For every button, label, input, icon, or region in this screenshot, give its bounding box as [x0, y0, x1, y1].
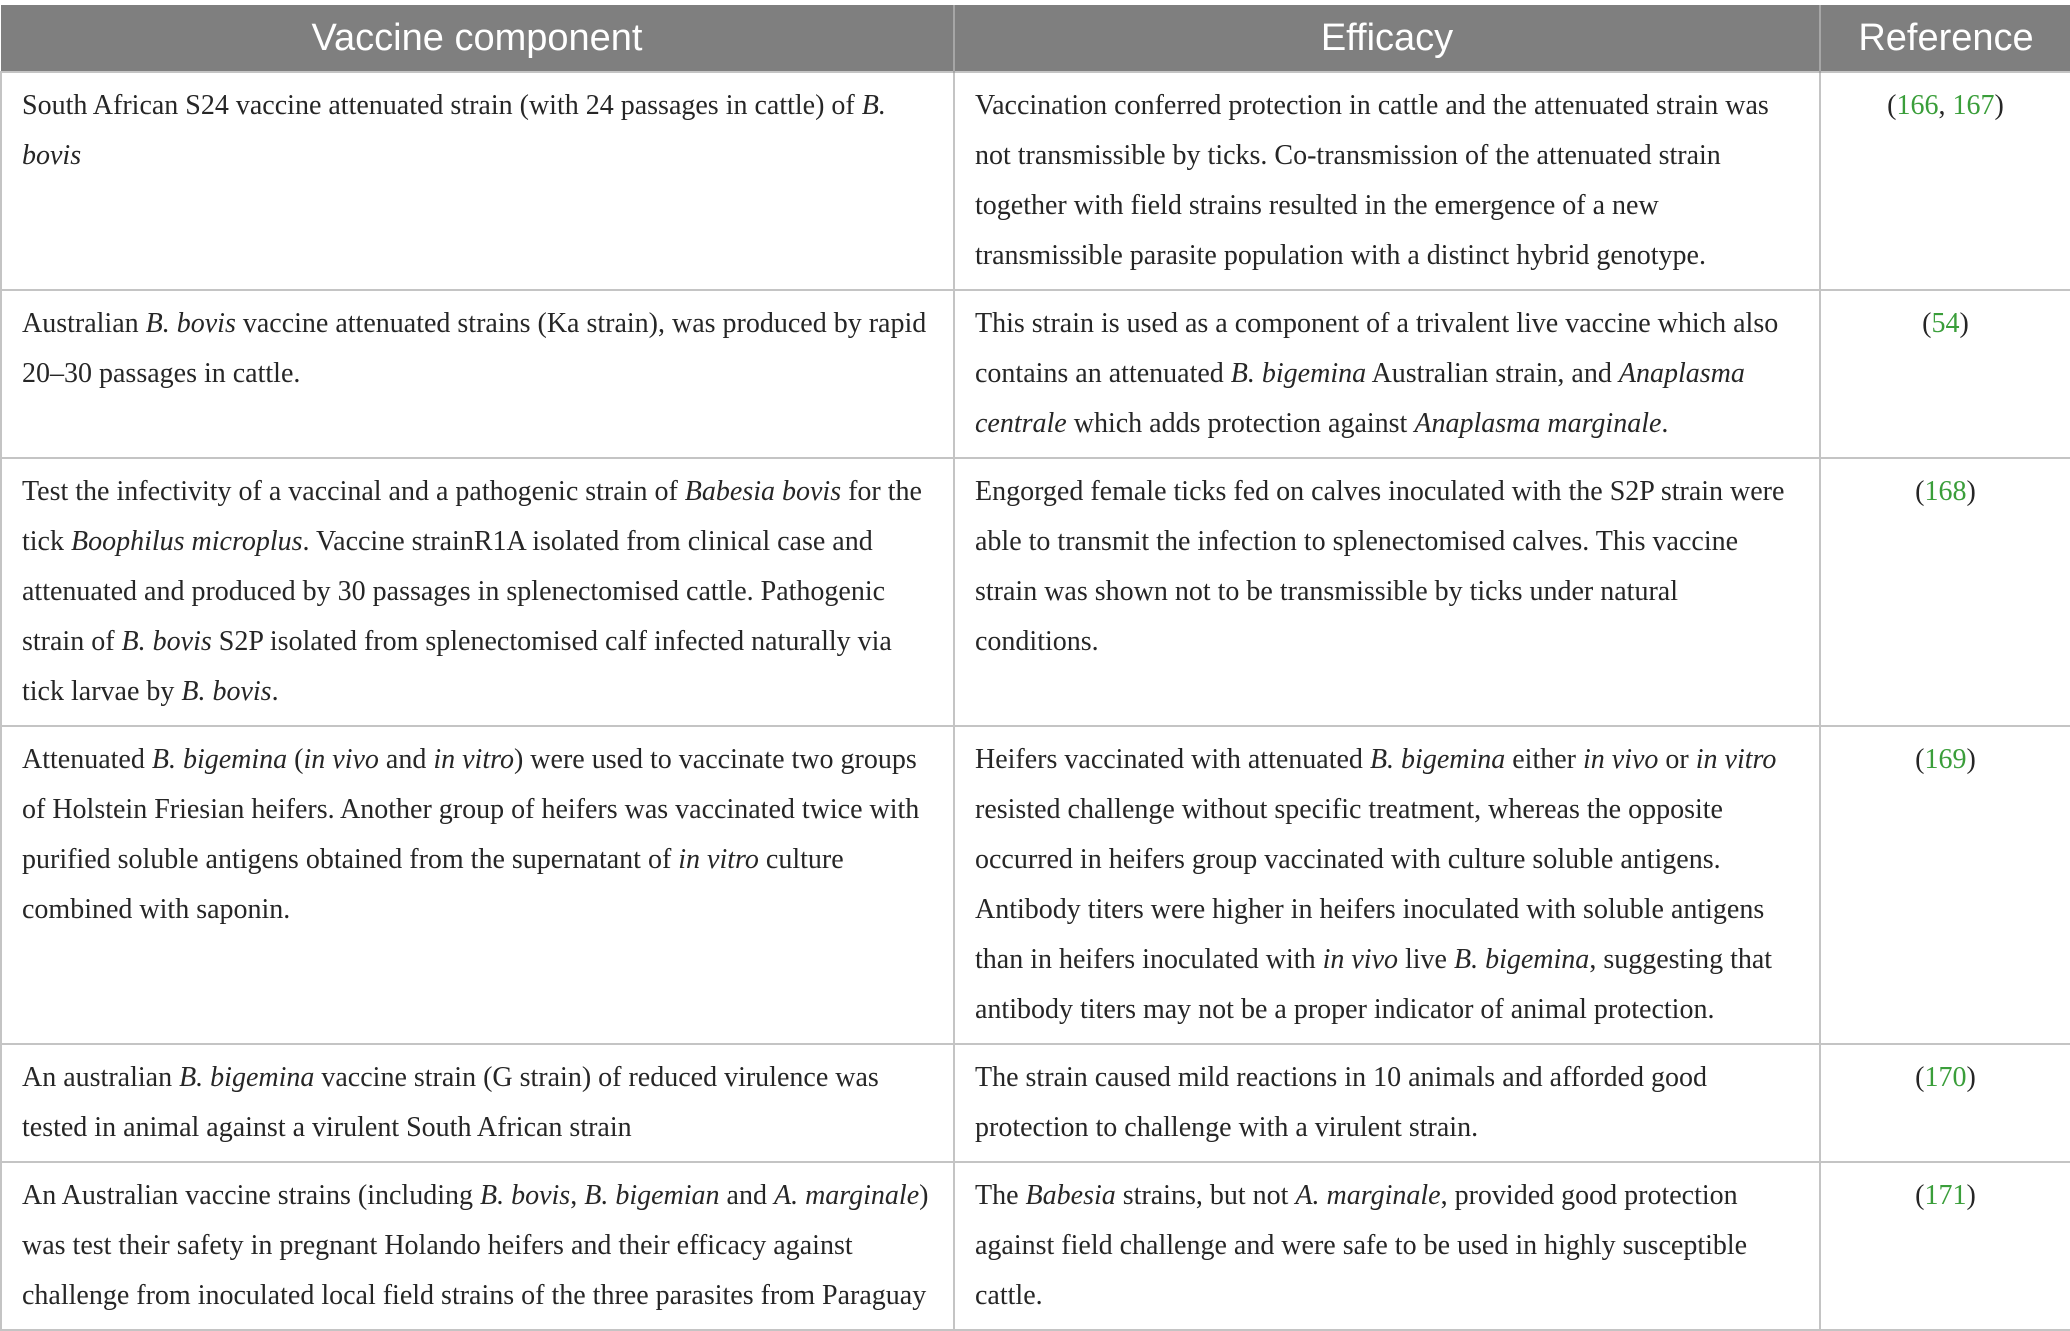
cell-text: and: [719, 1180, 774, 1211]
italic-text: in vitro: [433, 744, 514, 775]
italic-text: A. marginale: [773, 1180, 920, 1211]
cell-text: , provided good protection against field challenge and were safe to be used in highly susceptible cattle.: [975, 1180, 1748, 1311]
cell-text: ) was test their safety in pregnant Holando heifers and their efficacy against challenge from inoculated local field strains of the three parasites from Paraguay: [22, 1180, 929, 1311]
cell-text: .: [1661, 408, 1669, 439]
reference-link[interactable]: 170: [1924, 1062, 1967, 1093]
cell-text: vaccine strain (G strain) of reduced virulence was tested in animal against a virulent South African strain: [22, 1062, 879, 1143]
table-header: [1, 5, 2070, 72]
cell-text: vaccine attenuated strains (Ka strain), was produced by rapid 20–30 passages in cattle.: [22, 308, 927, 389]
italic-text: B. bovis: [181, 676, 272, 707]
efficacy-cell: [954, 726, 1820, 1044]
cell-text: live: [1398, 944, 1454, 975]
cell-text: culture combined with saponin.: [22, 844, 844, 925]
vaccine-component-cell: [1, 726, 954, 1044]
vaccine-component-cell: [1, 1044, 954, 1162]
italic-text: B. bigemina: [179, 1062, 315, 1093]
efficacy-cell: [954, 290, 1820, 458]
vaccine-component-cell: [1, 72, 954, 290]
reference-cell: (168): [1820, 458, 2070, 726]
italic-text: Babesia: [1025, 1180, 1116, 1211]
reference-link[interactable]: 169: [1924, 744, 1967, 775]
cell-text: An Australian vaccine strains (including: [22, 1180, 480, 1211]
cell-text: ) were used to vaccinate two groups of Holstein Friesian heifers. Another group of heifers was vaccinated twice with purified soluble antigens obtained from the supernatant of: [22, 744, 920, 875]
cell-text: Attenuated: [22, 744, 152, 775]
cell-text: This strain is used as a component of a trivalent live vaccine which also contains an attenuated: [975, 308, 1779, 389]
italic-text: B. bovis: [121, 626, 212, 657]
efficacy-cell: [954, 72, 1820, 290]
cell-text: The: [975, 1180, 1026, 1211]
reference-cell: (169): [1820, 726, 2070, 1044]
cell-text: .: [271, 676, 279, 707]
cell-text: or: [1658, 744, 1696, 775]
efficacy-cell: [954, 1044, 1820, 1162]
italic-text: B. bigemian: [584, 1180, 720, 1211]
cell-text: resisted challenge without specific treatment, whereas the opposite occurred in heifers group vaccinated with culture soluble antigens. Antibody titers were higher in heifers inoculated with soluble antigens than in heifers inoculated with: [975, 794, 1765, 975]
efficacy-cell: [954, 1162, 1820, 1330]
cell-text: Engorged female ticks fed on calves inoculated with the S2P strain were able to transmit the infection to splenectomised calves. This vaccine strain was shown not to be transmissible by ticks under natural conditions.: [975, 476, 1785, 657]
italic-text: B. bigemina: [151, 744, 288, 775]
italic-text: Babesia bovis: [684, 476, 842, 507]
italic-text: B. bovis: [480, 1180, 571, 1211]
vaccine-table: [0, 5, 2070, 1331]
italic-text: Boophilus microplus: [71, 526, 303, 557]
reference-link[interactable]: 167: [1952, 90, 1995, 121]
cell-text: S2P isolated from splenectomised calf infected naturally via tick larvae by: [22, 626, 892, 707]
table-row: [1, 1044, 2070, 1162]
reference-link[interactable]: 166: [1896, 90, 1939, 121]
italic-text: in vitro: [1695, 744, 1777, 775]
italic-text: B. bigemina: [1230, 358, 1367, 389]
cell-text: Australian strain, and: [1366, 358, 1619, 389]
reference-link[interactable]: 54: [1931, 308, 1960, 339]
vaccine-component-cell: [1, 458, 954, 726]
table-row: [1, 458, 2070, 726]
cell-text: Australian: [22, 308, 146, 339]
cell-text: South African S24 vaccine attenuated strain (with 24 passages in cattle) of: [22, 90, 862, 121]
italic-text: Anaplasma marginale: [1414, 408, 1662, 439]
italic-text: in vitro: [678, 844, 759, 875]
reference-link[interactable]: 168: [1924, 476, 1967, 507]
table-row: [1, 72, 2070, 290]
cell-text: strains, but not: [1115, 1180, 1296, 1211]
table-row: [1, 290, 2070, 458]
cell-text: Heifers vaccinated with attenuated: [975, 744, 1370, 775]
italic-text: B. bigemina: [1369, 744, 1506, 775]
reference-cell: (54): [1820, 290, 2070, 458]
cell-text: . Vaccine strainR1A isolated from clinical case and attenuated and produced by 30 passages in splenectomised cattle. Pathogenic strain of: [22, 526, 886, 657]
italic-text: in vivo: [1322, 944, 1398, 975]
cell-text: and: [378, 744, 434, 775]
cell-text: , suggesting that antibody titers may not be a proper indicator of animal protection.: [975, 944, 1773, 1025]
italic-text: Anaplasma centrale: [975, 358, 1745, 439]
cell-text: which adds protection against: [1066, 408, 1415, 439]
reference-link[interactable]: 171: [1924, 1180, 1967, 1211]
cell-text: Test the infectivity of a vaccinal and a pathogenic strain of: [22, 476, 685, 507]
italic-text: B. bovis: [145, 308, 236, 339]
header-reference: Reference: [1820, 5, 2070, 72]
cell-text: The strain caused mild reactions in 10 animals and afforded good protection to challenge with a virulent strain.: [975, 1062, 1707, 1143]
italic-text: in vivo: [303, 744, 379, 775]
italic-text: in vivo: [1583, 744, 1659, 775]
vaccine-component-cell: [1, 1162, 954, 1330]
header-vaccine-component: Vaccine component: [1, 5, 954, 72]
italic-text: B. bigemina: [1454, 944, 1590, 975]
cell-text: for the tick: [22, 476, 922, 557]
table-row: [1, 1162, 2070, 1330]
vaccine-component-cell: [1, 290, 954, 458]
cell-text: (: [287, 744, 304, 775]
table-row: [1, 726, 2070, 1044]
efficacy-cell: [954, 458, 1820, 726]
italic-text: B. bovis: [22, 90, 886, 171]
cell-text: An australian: [22, 1062, 180, 1093]
italic-text: A. marginale: [1295, 1180, 1441, 1211]
reference-cell: (166, 167): [1820, 72, 2070, 290]
cell-text: Vaccination conferred protection in cattle and the attenuated strain was not transmissible by ticks. Co-transmission of the attenuated strain together with field strains resulted in the emergence of a new transmissible parasite population with a distinct hybrid genotype.: [975, 90, 1769, 271]
cell-text: ,: [570, 1180, 585, 1211]
header-efficacy: Efficacy: [954, 5, 1820, 72]
cell-text: either: [1505, 744, 1583, 775]
reference-cell: (170): [1820, 1044, 2070, 1162]
reference-cell: (171): [1820, 1162, 2070, 1330]
